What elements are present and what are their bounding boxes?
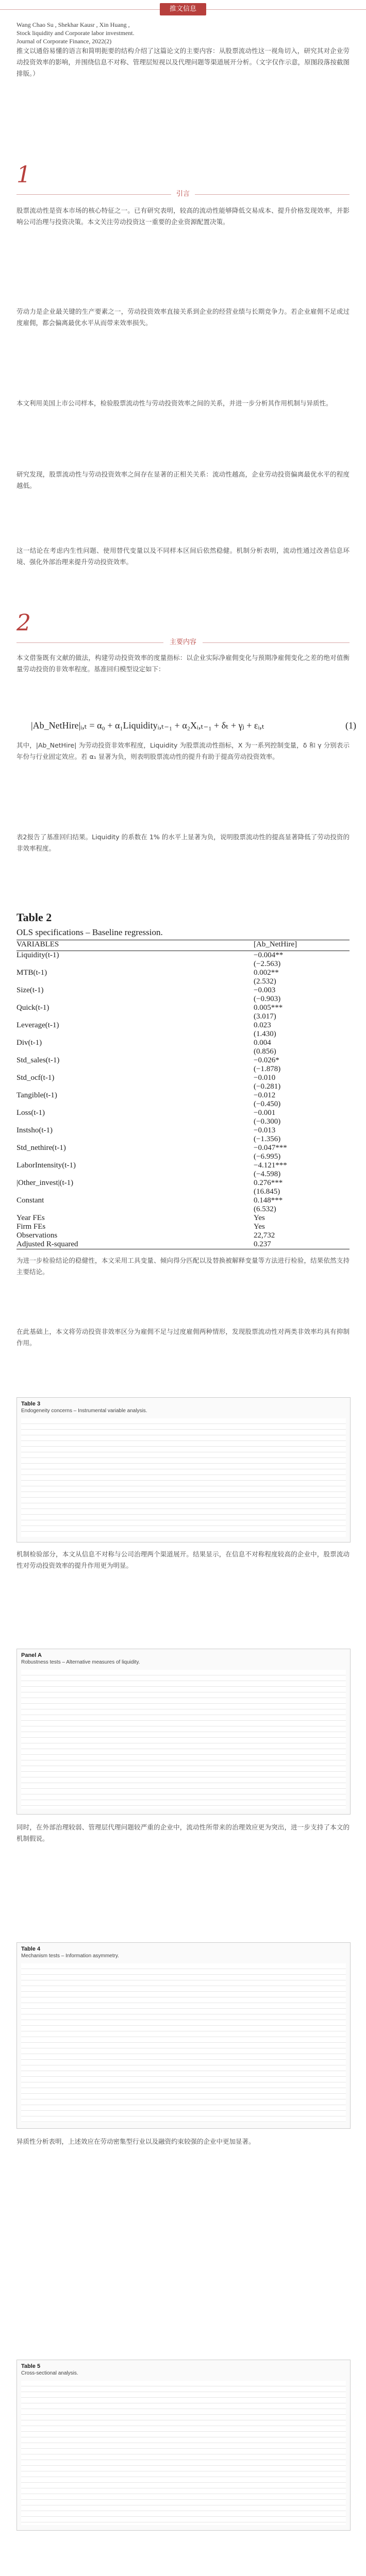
table-image-body bbox=[21, 1418, 346, 1537]
table-cell-variable: Std_nethire(t-1) bbox=[16, 1144, 66, 1152]
column-header-variables: VARIABLES bbox=[16, 940, 59, 948]
section-number-1: 1 bbox=[16, 162, 31, 188]
table-cell-coef: (−1.356) bbox=[254, 1135, 281, 1143]
paper-title: Stock liquidity and Corporate labor investment. bbox=[16, 29, 135, 37]
table-row bbox=[16, 1179, 350, 1188]
intro-body-paragraph: 股票流动性是资本市场的核心特征之一。已有研究表明，较高的流动性能够降低交易成本、提升价格发现效率，并影响公司治理与投资决策。本文关注劳动投资这一重要的企业资源配置决策。 bbox=[16, 207, 350, 226]
table-cell-variable: Leverage(t-1) bbox=[16, 1021, 59, 1029]
table-cell-coef: 0.237 bbox=[254, 1240, 271, 1248]
table-row bbox=[16, 1109, 350, 1117]
mechanism-paragraph: 机制检验部分，本文从信息不对称与公司治理两个渠道展开。结果显示，在信息不对称程度较高的企业中，股票流动性对劳动投资效率的提升作用更为明显。 bbox=[16, 1550, 350, 1569]
table-cell-coef: −4.121*** bbox=[254, 1161, 287, 1170]
table-row bbox=[16, 1030, 350, 1039]
mechanism-paragraph: 异质性分析表明，上述效应在劳动密集型行业以及融资约束较强的企业中更加显著。 bbox=[16, 2138, 255, 2145]
table-image-body bbox=[21, 1670, 346, 1809]
table-row bbox=[16, 1082, 350, 1091]
table-cell-variable: LaborIntensity(t-1) bbox=[16, 1161, 76, 1170]
table-cell-coef: 0.023 bbox=[254, 1021, 271, 1029]
table-row bbox=[16, 1100, 350, 1109]
column-header-coef: [Ab_NetHire] bbox=[254, 940, 297, 948]
table-row bbox=[16, 1135, 350, 1144]
section-title-introduction: 引言 bbox=[171, 189, 195, 200]
figure-subtitle: Mechanism tests – Information asymmetry. bbox=[21, 1953, 119, 1959]
figure-caption: Table 3 bbox=[21, 1401, 41, 1407]
table-row bbox=[16, 951, 350, 960]
table-row bbox=[16, 1188, 350, 1196]
table-cell-coef: −0.026* bbox=[254, 1056, 279, 1064]
intro-paragraph: 推文以通俗易懂的语言和简明扼要的结构介绍了这篇论文的主要内容：从股票流动性这一视角切入，研究其对企业劳动投资效率的影响，并围绕信息不对称、管理层短视以及代理问题等渠道展开分析。（文字仅作示意，原图段落按截图排版。） bbox=[16, 47, 350, 77]
table-cell-coef: (3.017) bbox=[254, 1012, 276, 1021]
table-row bbox=[16, 1074, 350, 1082]
table-cell-variable: Firm FEs bbox=[16, 1223, 46, 1231]
table-row bbox=[16, 1144, 350, 1153]
method-paragraph: 其中，|Ab_NetHire| 为劳动投资非效率程度，Liquidity 为股票流动性指标，X 为一系列控制变量，δ 和 γ 分别表示年份与行业固定效应。若 α₁ 显著为负，则表明股票流动性的提升有助于提高劳动投资效率。 bbox=[16, 741, 350, 760]
regression-equation bbox=[31, 715, 356, 736]
table-cell-variable: Liquidity(t-1) bbox=[16, 951, 59, 959]
table-cell-variable: Instsho(t-1) bbox=[16, 1126, 53, 1134]
section-title-main-content: 主要内容 bbox=[163, 637, 203, 648]
paper-authors: Wang Chao Su , Shekhar Kausr , Xin Huang , bbox=[16, 21, 130, 28]
table-cell-coef: Yes bbox=[254, 1214, 265, 1222]
table-row bbox=[16, 1205, 350, 1214]
table-cell-coef: 22,732 bbox=[254, 1231, 275, 1240]
table-image-body bbox=[21, 1963, 346, 2123]
table-cell-variable: Std_sales(t-1) bbox=[16, 1056, 60, 1064]
figure-caption: Table 5 bbox=[21, 2363, 41, 2369]
table-cell-coef: −0.001 bbox=[254, 1109, 276, 1117]
intro-body-paragraph: 本文利用美国上市公司样本，检验股票流动性与劳动投资效率之间的关系，并进一步分析其作用机制与异质性。 bbox=[16, 399, 332, 407]
table-cell-coef: −0.047*** bbox=[254, 1144, 287, 1152]
table-cell-coef: 0.004 bbox=[254, 1039, 271, 1047]
table-cell-coef: (−0.903) bbox=[254, 995, 281, 1003]
intro-body-paragraph: 劳动力是企业最关键的生产要素之一，劳动投资效率直接关系到企业的经营业绩与长期竞争力。若企业雇佣不足或过度雇佣，都会偏离最优水平从而带来效率损失。 bbox=[16, 308, 350, 327]
table-cell-variable: Size(t-1) bbox=[16, 986, 44, 994]
table-row bbox=[16, 1231, 350, 1240]
table-cell-coef: −0.010 bbox=[254, 1074, 276, 1082]
figure-caption: Table 4 bbox=[21, 1946, 41, 1952]
table-cell-coef: (−4.598) bbox=[254, 1170, 281, 1178]
table-figure bbox=[16, 1397, 351, 1543]
table-row bbox=[16, 977, 350, 986]
table-cell-coef: Yes bbox=[254, 1223, 265, 1231]
table-cell-coef: −0.012 bbox=[254, 1091, 276, 1099]
top-banner bbox=[0, 0, 366, 21]
figure-caption: Panel A bbox=[21, 1652, 42, 1658]
table-cell-coef: 0.276*** bbox=[254, 1179, 283, 1187]
section-header-introduction bbox=[16, 189, 350, 200]
robustness-paragraph: 在此基础上，本文将劳动投资非效率区分为雇佣不足与过度雇佣两种情形，发现股票流动性对两类非效率均具有抑制作用。 bbox=[16, 1328, 350, 1347]
table-cell-coef: (0.856) bbox=[254, 1047, 276, 1056]
table-row bbox=[16, 1196, 350, 1205]
table-cell-variable: MTB(t-1) bbox=[16, 969, 47, 977]
table-body bbox=[16, 951, 350, 1249]
table-figure bbox=[16, 2360, 351, 2531]
table-cell-coef: −0.003 bbox=[254, 986, 276, 994]
table-cell-coef: (−0.300) bbox=[254, 1117, 281, 1126]
table-cell-coef: (−0.281) bbox=[254, 1082, 281, 1091]
baseline-regression-table bbox=[16, 940, 350, 1249]
table-cell-variable: Div(t-1) bbox=[16, 1039, 42, 1047]
table-row bbox=[16, 960, 350, 969]
table-row bbox=[16, 1126, 350, 1135]
table-cell-coef: (16.845) bbox=[254, 1188, 280, 1196]
table-row bbox=[16, 1117, 350, 1126]
article-info-tag: 推文信息 bbox=[160, 3, 206, 15]
table-cell-coef: (6.532) bbox=[254, 1205, 276, 1213]
table-cell-coef: (−6.995) bbox=[254, 1153, 281, 1161]
table-title: Table 2 bbox=[16, 911, 52, 924]
table-cell-variable: |Other_invest|(t-1) bbox=[16, 1179, 74, 1187]
table-cell-variable: Std_ocf(t-1) bbox=[16, 1074, 55, 1082]
paper-journal: Journal of Corporate Finance, 2022(2) bbox=[16, 38, 112, 45]
table-row bbox=[16, 995, 350, 1004]
section-number-2: 2 bbox=[16, 610, 31, 636]
table-row bbox=[16, 1047, 350, 1056]
table-row bbox=[16, 986, 350, 995]
table-cell-variable: Loss(t-1) bbox=[16, 1109, 45, 1117]
figure-subtitle: Cross-sectional analysis. bbox=[21, 2370, 78, 2376]
method-paragraph: 表2报告了基准回归结果。Liquidity 的系数在 1% 的水平上显著为负，说明股票流动性的提高显著降低了劳动投资的非效率程度。 bbox=[16, 833, 350, 852]
table-row bbox=[16, 1153, 350, 1161]
figure-subtitle: Robustness tests – Alternative measures of liquidity. bbox=[21, 1659, 140, 1665]
table-cell-coef: (1.430) bbox=[254, 1030, 276, 1038]
table-figure bbox=[16, 1649, 351, 1815]
table-subtitle: OLS specifications – Baseline regression. bbox=[16, 927, 163, 937]
table-cell-variable: Constant bbox=[16, 1196, 44, 1205]
intro-body-paragraph: 研究发现，股票流动性与劳动投资效率之间存在显著的正相关关系：流动性越高，企业劳动投资偏离最优水平的程度越低。 bbox=[16, 470, 350, 489]
table-row bbox=[16, 1240, 350, 1249]
table-cell-variable: Quick(t-1) bbox=[16, 1004, 49, 1012]
equation-text: |Ab_NetHire|ᵢ,ₜ = α₀ + α₁Liquidityᵢ,ₜ₋₁ + α₂Xᵢ,ₜ₋₁ + δₜ + γⱼ + εᵢ,ₜ bbox=[31, 720, 265, 731]
table-cell-coef: (−0.450) bbox=[254, 1100, 281, 1108]
paper-metadata bbox=[16, 21, 274, 45]
table-header-row bbox=[16, 940, 350, 951]
intro-body-paragraph: 这一结论在考虑内生性问题、使用替代变量以及不同样本区间后依然稳健。机制分析表明，流动性通过改善信息环境、强化外部治理来提升劳动投资效率。 bbox=[16, 547, 350, 566]
figure-subtitle: Endogeneity concerns – Instrumental variable analysis. bbox=[21, 1408, 147, 1414]
table-cell-coef: (2.532) bbox=[254, 977, 276, 986]
table-cell-coef: (−2.563) bbox=[254, 960, 281, 968]
table-row bbox=[16, 1214, 350, 1223]
table-row bbox=[16, 1004, 350, 1012]
table-cell-coef: 0.148*** bbox=[254, 1196, 283, 1205]
table-cell-coef: 0.005*** bbox=[254, 1004, 283, 1012]
table-row bbox=[16, 1012, 350, 1021]
table-row bbox=[16, 1065, 350, 1074]
table-cell-variable: Adjusted R-squared bbox=[16, 1240, 78, 1248]
table-cell-coef: −0.013 bbox=[254, 1126, 276, 1134]
table-row bbox=[16, 1021, 350, 1030]
robustness-paragraph: 为进一步检验结论的稳健性，本文采用工具变量、倾向得分匹配以及替换被解释变量等方法进行检验，结果依然支持主要结论。 bbox=[16, 1257, 350, 1276]
equation-number: (1) bbox=[345, 720, 356, 731]
table-image-body bbox=[21, 2381, 346, 2525]
table-cell-coef: (−1.878) bbox=[254, 1065, 281, 1073]
section-header-main-content bbox=[16, 637, 350, 648]
mechanism-paragraph: 同时，在外部治理较弱、管理层代理问题较严重的企业中，流动性所带来的治理效应更为突出，进一步支持了本文的机制假说。 bbox=[16, 1823, 350, 1842]
table-row bbox=[16, 1170, 350, 1179]
table-figure bbox=[16, 1942, 351, 2129]
table-row bbox=[16, 1039, 350, 1047]
method-paragraph: 本文借鉴既有文献的做法，构建劳动投资效率的度量指标：以企业实际净雇佣变化与预期净雇佣变化之差的绝对值衡量劳动投资的非效率程度。基准回归模型设定如下： bbox=[16, 654, 350, 673]
table-row bbox=[16, 1161, 350, 1170]
table-row bbox=[16, 1091, 350, 1100]
table-cell-variable: Tangible(t-1) bbox=[16, 1091, 57, 1099]
table-cell-coef: −0.004** bbox=[254, 951, 284, 959]
table-row bbox=[16, 969, 350, 977]
table-row bbox=[16, 1223, 350, 1231]
table-cell-coef: 0.002** bbox=[254, 969, 279, 977]
table-row bbox=[16, 1056, 350, 1065]
table-cell-variable: Year FEs bbox=[16, 1214, 45, 1222]
table-cell-variable: Observations bbox=[16, 1231, 58, 1240]
